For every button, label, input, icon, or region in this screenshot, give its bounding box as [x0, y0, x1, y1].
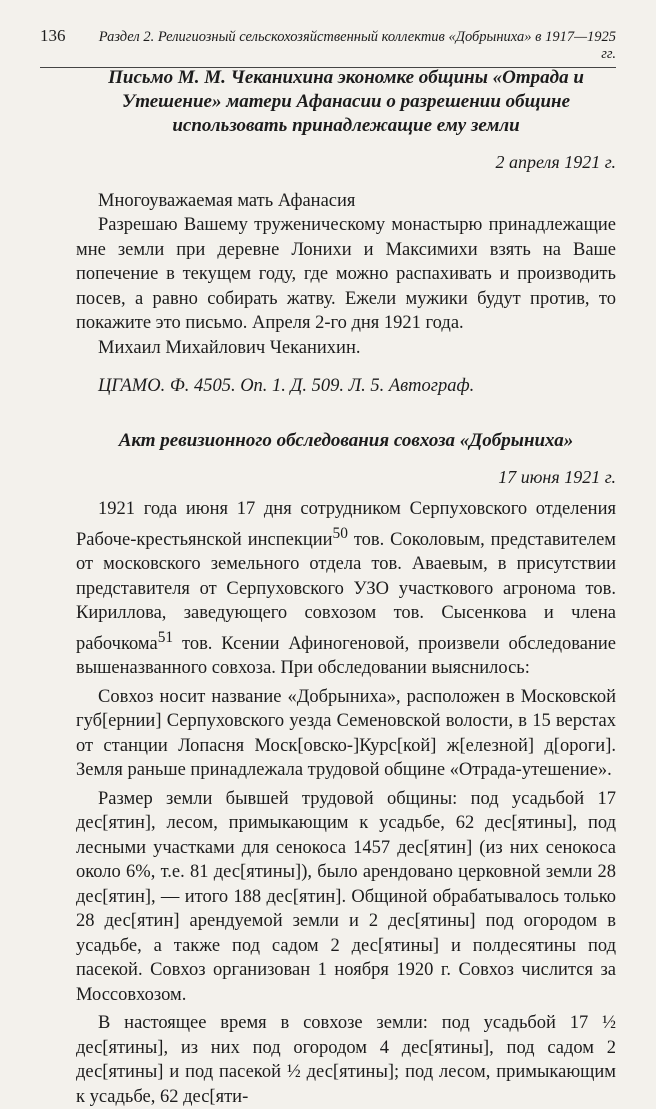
act-paragraph-2: Совхоз носит название «Добрыниха», расположен в Московской губ[ернии] Серпуховского уезда Семеновской волости, в 15 верстах от станции Лопасня Моск[овско-]Курс[кой] ж[елезной] д[ороги]. Земля раньше принадлежала трудовой общине «Отрада-утешение». [76, 685, 616, 783]
letter-date: 2 апреля 1921 г. [76, 150, 616, 175]
letter-section [76, 66, 616, 399]
running-title: Раздел 2. Религиозный сельскохозяйственный коллектив «Добрыниха» в 1917—1925 гг. [94, 29, 617, 63]
letter-salutation: Многоуважаемая мать Афанасия [76, 189, 616, 214]
act-p1-part-b: тов. Соколовым, представителем от московского земельного отдела тов. Аваевым, в присутствии представителя от Серпуховского УЗО участкового агронома тов. Кириллова, заведующего совхозом тов. Сысенкова и члена рабочкома [76, 530, 616, 654]
letter-source: ЦГАМО. Ф. 4505. Оп. 1. Д. 509. Л. 5. Автограф. [76, 374, 616, 399]
act-title: Акт ревизионного обследования совхоза «Добрыниха» [76, 429, 616, 453]
act-section [76, 429, 616, 1109]
act-p1-part-a: 1921 года июня 17 дня сотрудником Серпуховского отделения Рабоче-крестьянской инспекции [76, 499, 616, 550]
act-paragraph-4: В настоящее время в совхозе земли: под усадьбой 17 ½ дес[ятины], из них под огородом 4 дес[ятины], под садом 2 дес[ятины] и под пасекой ½ дес[ятины]; под лесом, примыкающим к усадьбе, 62 дес[яти- [76, 1011, 616, 1109]
act-date: 17 июня 1921 г. [76, 465, 616, 490]
page-content [76, 66, 616, 1109]
footnote-50: 50 [333, 525, 348, 542]
act-p1-part-c: тов. Ксении Афиногеновой, произвели обследование вышеназванного совхоза. При обследовании выяснилось: [76, 634, 616, 679]
act-paragraph-3: Размер земли бывшей трудовой общины: под усадьбой 17 дес[ятин], лесом, примыкающим к усадьбе, 62 дес[ятины], под лесными участками для сенокоса 1457 дес[ятин] (из них сенокоса около 6%, т.е. 81 дес[ятины]), было арендовано церковной земли 28 дес[ятин], — итого 188 дес[ятин]. Общиной обрабатывалось только 28 дес[ятин] арендуемой земли и 2 дес[ятины] под огородом в усадьбе, а также под садом 2 дес[ятины] и полдесятины под пасекой. Совхоз организован 1 ноября 1920 г. Совхоз числится за Моссовхозом. [76, 787, 616, 1008]
running-head [40, 26, 616, 68]
footnote-51: 51 [158, 629, 173, 646]
act-paragraph-1 [76, 497, 616, 681]
letter-title: Письмо М. М. Чеканихина экономке общины «Отрада и Утешение» матери Афанасии о разрешении общине использовать принадлежащие ему земли [76, 66, 616, 138]
page-number: 136 [40, 26, 66, 46]
letter-body: Разрешаю Вашему труженическому монастырю принадлежащие мне земли при деревне Лонихи и Максимихи взять на Ваше попечение в текущем году, где можно распахивать и производить посев, а равно собирать жатву. Ежели мужики будут против, то покажите это письмо. Апреля 2-го дня 1921 года. [76, 213, 616, 336]
letter-signature: Михаил Михайлович Чеканихин. [76, 336, 616, 361]
